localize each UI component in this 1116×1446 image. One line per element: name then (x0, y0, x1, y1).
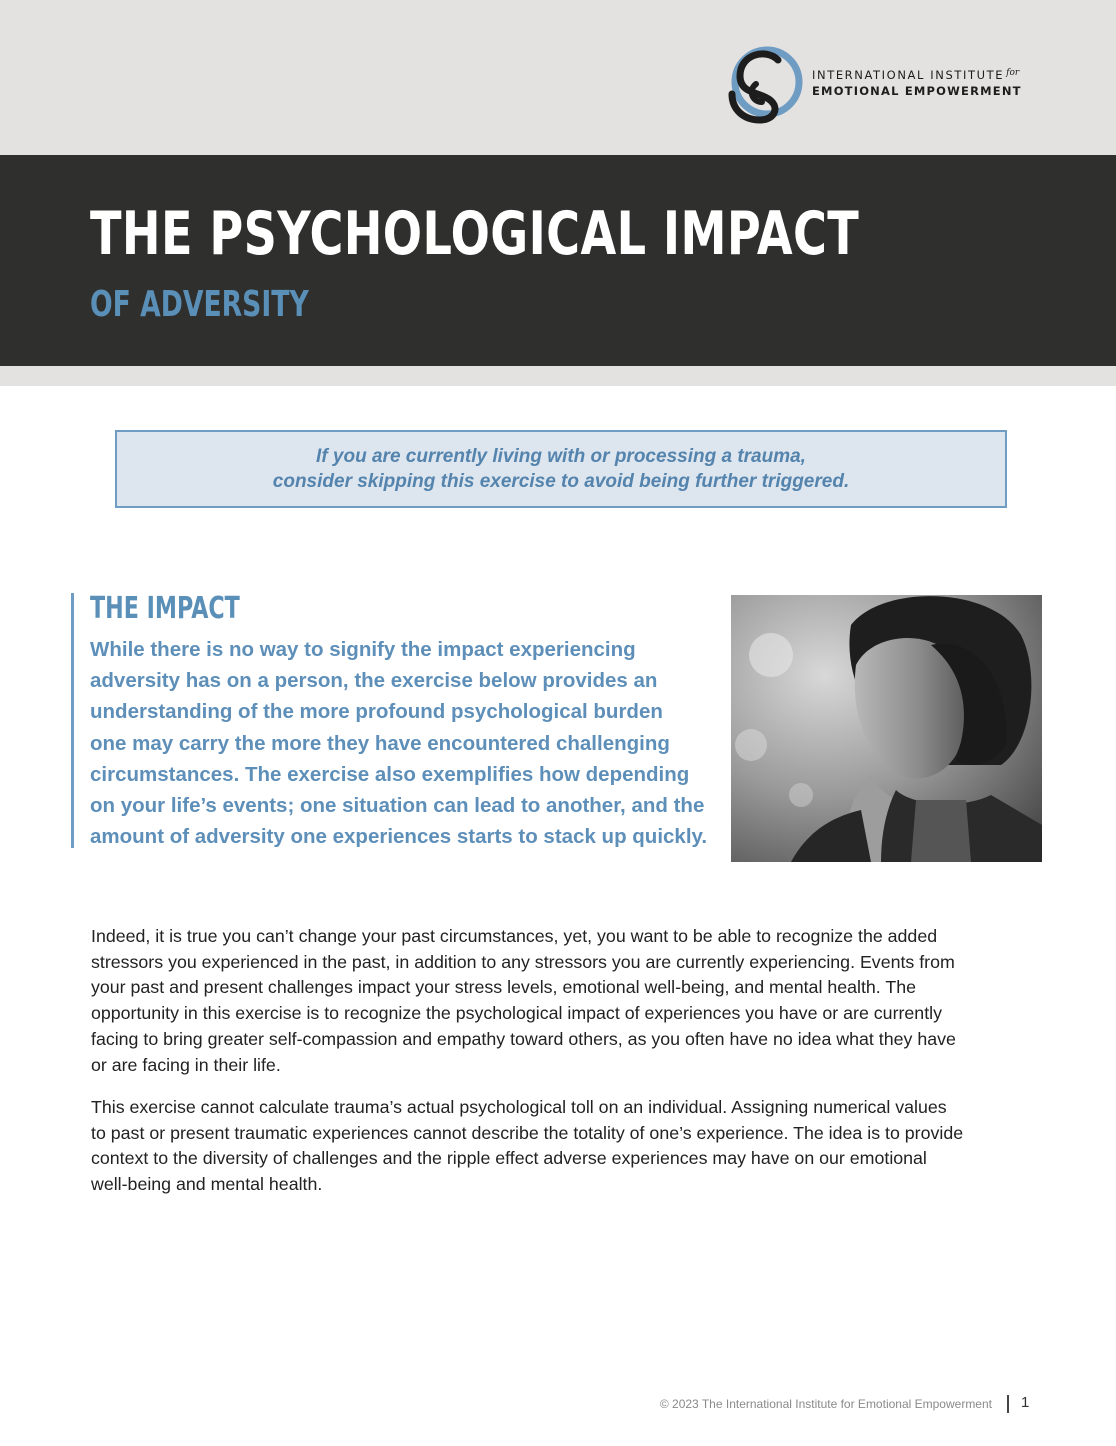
logo-wordmark (812, 68, 1022, 99)
body-paragraph-2 (91, 1095, 1031, 1198)
page-subtitle: OF ADVERSITY (90, 284, 309, 325)
impact-line: adversity has on a person, the exercise below provides an (90, 669, 658, 693)
divider-strip (0, 366, 1116, 386)
body-paragraph-1 (91, 924, 1031, 1078)
body-line: to past or present traumatic experiences cannot describe the totality of one’s experience. The idea is to provide (91, 1122, 964, 1143)
impact-line: one may carry the more they have encountered challenging (90, 731, 670, 755)
body-line: or are facing in their life. (91, 1054, 281, 1075)
logo-org-line1: INTERNATIONAL INSTITUTE (812, 68, 1005, 82)
impact-line: amount of adversity one experiences starts to stack up quickly. (90, 825, 708, 849)
body-line: your past and present challenges impact your stress levels, emotional well-being, and mental health. The (91, 977, 916, 998)
woman-portrait-photo (731, 595, 1042, 862)
body-line: opportunity in this exercise is to recognize the psychological impact of experiences you have or are currently (91, 1003, 942, 1024)
body-line: context to the diversity of challenges and the ripple effect adverse experiences may have on our emotional (91, 1148, 927, 1169)
trigger-warning-callout (115, 430, 1007, 508)
impact-line: on your life’s events; one situation can lead to another, and the (90, 794, 705, 818)
page-number: 1 (1021, 1394, 1030, 1411)
footer-divider (1007, 1395, 1009, 1413)
logo-for: for (1006, 68, 1020, 78)
body-line: Indeed, it is true you can’t change your past circumstances, yet, you want to be able to recognize the added (91, 926, 938, 946)
impact-line: While there is no way to signify the impact experiencing (90, 638, 636, 661)
header-band (0, 0, 1116, 155)
footer-copyright: © 2023 The International Institute for Emotional Empowerment (659, 1397, 992, 1411)
body-line: well-being and mental health. (91, 1174, 323, 1195)
impact-line: circumstances. The exercise also exemplifies how depending (90, 762, 690, 786)
title-band (0, 155, 1116, 366)
impact-heading: THE IMPACT (90, 591, 240, 626)
iiee-logo-icon (726, 44, 806, 124)
impact-intro (90, 634, 720, 852)
callout-line: If you are currently living with or processing a trauma, (316, 446, 806, 467)
callout-line: consider skipping this exercise to avoid being further triggered. (272, 471, 850, 492)
page-footer (0, 1394, 1116, 1416)
impact-accent-bar (71, 593, 74, 848)
body-line: stressors you experienced in the past, in addition to any stressors you are currently experiencing. Events from (91, 951, 955, 972)
body-line: This exercise cannot calculate trauma’s actual psychological toll on an individual. Assigning numerical values (91, 1097, 947, 1117)
impact-line: understanding of the more profound psychological burden (90, 700, 663, 724)
logo-org-line2: EMOTIONAL EMPOWERMENT (812, 84, 1022, 98)
body-line: facing to bring greater self-compassion and empathy toward others, as you often have no idea what they have (91, 1028, 956, 1049)
page-title: THE PSYCHOLOGICAL IMPACT (90, 199, 860, 269)
organization-logo (726, 44, 1046, 124)
